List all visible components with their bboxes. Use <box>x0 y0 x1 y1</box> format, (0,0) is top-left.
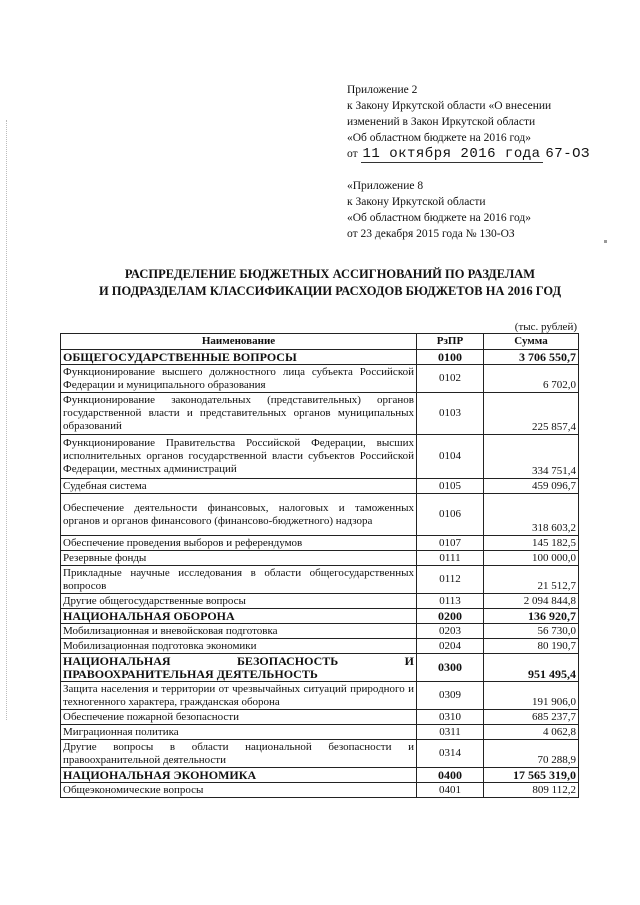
row-sum: 334 751,4 <box>484 435 579 479</box>
row-name: Обеспечение пожарной безопасности <box>61 710 417 725</box>
row-name: НАЦИОНАЛЬНАЯ ЭКОНОМИКА <box>61 768 417 783</box>
handwritten-number: 67-ОЗ <box>545 146 590 162</box>
unit-label: (тыс. рублей) <box>514 321 577 333</box>
row-code: 0103 <box>417 393 484 435</box>
row-name: Миграционная политика <box>61 725 417 740</box>
row-name: Другие вопросы в области национальной безопасности и правоохранительной деятельности <box>61 740 417 768</box>
row-code: 0204 <box>417 639 484 654</box>
table-row <box>61 725 579 740</box>
table-row <box>61 479 579 494</box>
section-row <box>61 654 579 682</box>
row-name: Мобилизационная подготовка экономики <box>61 639 417 654</box>
table-row <box>61 566 579 594</box>
row-sum: 951 495,4 <box>484 654 579 682</box>
table-row <box>61 740 579 768</box>
row-name: ОБЩЕГОСУДАРСТВЕННЫЕ ВОПРОСЫ <box>61 350 417 365</box>
row-name: Функционирование Правительства Российской Федерации, высших исполнительных органов государственной власти субъектов Российской Федерации, местных администраций <box>61 435 417 479</box>
row-code: 0112 <box>417 566 484 594</box>
appendix-2-date-line <box>347 146 627 163</box>
header-name: Наименование <box>61 334 417 350</box>
row-name: Функционирование законодательных (представительных) органов государственной власти и представительных органов муниципальных образований <box>61 393 417 435</box>
row-sum: 70 288,9 <box>484 740 579 768</box>
appendix-2-line: изменений в Закон Иркутской области <box>347 116 536 128</box>
title-line-2: И ПОДРАЗДЕЛАМ КЛАССИФИКАЦИИ РАСХОДОВ БЮДЖЕТОВ НА 2016 ГОД <box>98 284 562 298</box>
appendix-2-header <box>347 82 627 163</box>
row-name: НАЦИОНАЛЬНАЯ БЕЗОПАСНОСТЬ И ПРАВООХРАНИТЕЛЬНАЯ ДЕЯТЕЛЬНОСТЬ <box>61 654 417 682</box>
row-sum: 459 096,7 <box>484 479 579 494</box>
row-sum: 6 702,0 <box>484 365 579 393</box>
document-title <box>40 266 620 300</box>
row-sum: 809 112,2 <box>484 783 579 798</box>
row-code: 0106 <box>417 494 484 536</box>
appendix-2-line: Приложение 2 <box>347 84 418 96</box>
row-sum: 685 237,7 <box>484 710 579 725</box>
table-header-row <box>61 334 579 350</box>
table-row <box>61 365 579 393</box>
appendix-2-line: к Закону Иркутской области «О внесении <box>347 100 552 112</box>
row-name: Судебная система <box>61 479 417 494</box>
row-code: 0111 <box>417 551 484 566</box>
row-code: 0105 <box>417 479 484 494</box>
row-sum: 17 565 319,0 <box>484 768 579 783</box>
row-name: Общеэкономические вопросы <box>61 783 417 798</box>
row-sum: 100 000,0 <box>484 551 579 566</box>
table-row <box>61 639 579 654</box>
table-row <box>61 393 579 435</box>
row-name: Функционирование высшего должностного лица субъекта Российской Федерации и муниципального образования <box>61 365 417 393</box>
table-row <box>61 551 579 566</box>
row-code: 0310 <box>417 710 484 725</box>
table-row <box>61 783 579 798</box>
table-row <box>61 594 579 609</box>
row-code: 0113 <box>417 594 484 609</box>
table-row <box>61 536 579 551</box>
appendix-8-line: от 23 декабря 2015 года № 130-ОЗ <box>347 228 515 240</box>
appendix-8-line: «Приложение 8 <box>347 180 424 192</box>
date-prefix: от <box>347 148 358 160</box>
header-sum: Сумма <box>484 334 579 350</box>
row-sum: 145 182,5 <box>484 536 579 551</box>
row-name: Мобилизационная и вневойсковая подготовка <box>61 624 417 639</box>
handwritten-date: 11 октября 2016 года <box>362 146 541 162</box>
section-row <box>61 609 579 624</box>
section-row <box>61 768 579 783</box>
row-sum: 136 920,7 <box>484 609 579 624</box>
row-name: НАЦИОНАЛЬНАЯ ОБОРОНА <box>61 609 417 624</box>
row-code: 0100 <box>417 350 484 365</box>
row-code: 0102 <box>417 365 484 393</box>
row-code: 0400 <box>417 768 484 783</box>
row-sum: 191 906,0 <box>484 682 579 710</box>
budget-table <box>60 333 579 798</box>
row-code: 0401 <box>417 783 484 798</box>
row-name: Обеспечение деятельности финансовых, налоговых и таможенных органов и органов финансового (финансово-бюджетного) надзора <box>61 494 417 536</box>
row-sum: 2 094 844,8 <box>484 594 579 609</box>
row-code: 0104 <box>417 435 484 479</box>
row-code: 0314 <box>417 740 484 768</box>
table-row <box>61 624 579 639</box>
appendix-8-line: к Закону Иркутской области <box>347 196 486 208</box>
row-sum: 4 062,8 <box>484 725 579 740</box>
row-sum: 56 730,0 <box>484 624 579 639</box>
title-line-1: РАСПРЕДЕЛЕНИЕ БЮДЖЕТНЫХ АССИГНОВАНИЙ ПО РАЗДЕЛАМ <box>124 267 536 281</box>
appendix-8-line: «Об областном бюджете на 2016 год» <box>347 212 531 224</box>
row-code: 0311 <box>417 725 484 740</box>
row-name: Обеспечение проведения выборов и референдумов <box>61 536 417 551</box>
scan-margin-mark <box>6 120 9 720</box>
appendix-8-header <box>347 178 627 242</box>
row-code: 0200 <box>417 609 484 624</box>
table-row <box>61 494 579 536</box>
row-code: 0203 <box>417 624 484 639</box>
table-body <box>61 350 579 798</box>
row-sum: 21 512,7 <box>484 566 579 594</box>
row-sum: 318 603,2 <box>484 494 579 536</box>
row-code: 0300 <box>417 654 484 682</box>
row-name: Прикладные научные исследования в области общегосударственных вопросов <box>61 566 417 594</box>
header-code: РзПР <box>417 334 484 350</box>
section-row <box>61 350 579 365</box>
row-sum: 80 190,7 <box>484 639 579 654</box>
row-name: Резервные фонды <box>61 551 417 566</box>
row-code: 0107 <box>417 536 484 551</box>
row-sum: 225 857,4 <box>484 393 579 435</box>
table-row <box>61 435 579 479</box>
appendix-2-line: «Об областном бюджете на 2016 год» <box>347 132 531 144</box>
row-code: 0309 <box>417 682 484 710</box>
row-name: Другие общегосударственные вопросы <box>61 594 417 609</box>
row-name: Защита населения и территории от чрезвычайных ситуаций природного и техногенного характера, гражданская оборона <box>61 682 417 710</box>
table-row <box>61 682 579 710</box>
row-sum: 3 706 550,7 <box>484 350 579 365</box>
table-row <box>61 710 579 725</box>
